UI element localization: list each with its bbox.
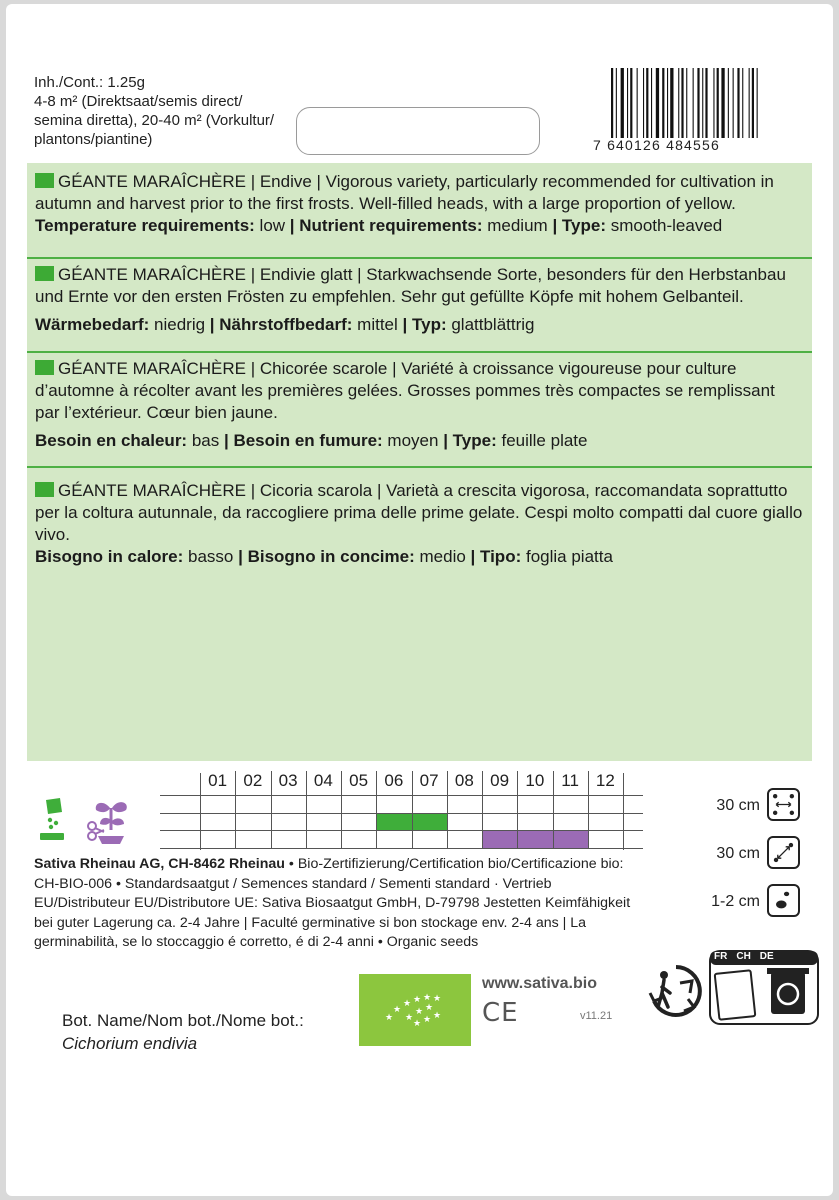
- req-value: smooth-leaved: [606, 216, 723, 235]
- green-square-icon: [35, 482, 54, 497]
- barcode-bar: [681, 68, 683, 138]
- plant-spacing-label: 30 cm: [716, 845, 760, 862]
- contents-line: semina diretta), 20-40 m² (Vorkultur/: [34, 112, 275, 129]
- divider: [27, 351, 812, 353]
- barcode-bar: [721, 68, 724, 138]
- calendar-gridline: [588, 771, 589, 848]
- calendar-gridline: [160, 795, 643, 796]
- req-value: feuille plate: [496, 431, 588, 450]
- eu-star: ★: [392, 1004, 402, 1014]
- barcode-bar: [717, 68, 719, 138]
- description-heading: GÉANTE MARAÎCHÈRE | Cicoria scarola | Varietà a crescita vigorosa, raccomandata soprattutto per la coltura autunnale, da raccogliere prima delle prime gelate. Cespi molto compatti dal cuore giallo vivo.: [35, 481, 803, 544]
- description-de: [27, 264, 812, 336]
- barcode-bar: [757, 68, 758, 138]
- packet-window: [296, 107, 540, 155]
- req-value: niedrig: [149, 315, 210, 334]
- eu-star: ★: [432, 1010, 442, 1020]
- barcode-bar: [693, 68, 694, 138]
- company-info: [34, 855, 634, 953]
- calendar-gridline: [517, 771, 518, 848]
- calendar-period-cell: [517, 830, 552, 848]
- sowing-icon: [38, 796, 82, 842]
- eu-star: ★: [422, 1014, 432, 1024]
- calendar-gridline: [412, 771, 413, 848]
- req-value: medium: [482, 216, 553, 235]
- barcode-bar: [728, 68, 729, 138]
- req-value: moyen: [382, 431, 444, 450]
- req-label: | Type:: [443, 431, 497, 450]
- month-label: 06: [384, 771, 404, 790]
- contents-line: Inh./Cont.: 1.25g: [34, 74, 145, 91]
- green-square-icon: [35, 173, 54, 188]
- country-fr: FR: [714, 951, 728, 962]
- month-label: 09: [490, 771, 510, 790]
- eu-star: ★: [424, 1002, 434, 1012]
- country-de: DE: [759, 951, 774, 962]
- row-spacing-icon: [767, 788, 800, 821]
- description-panel: [27, 163, 812, 761]
- barcode-bar: [713, 68, 714, 138]
- req-label: | Bisogno in concime:: [238, 547, 415, 566]
- description-heading: GÉANTE MARAÎCHÈRE | Endive | Vigorous variety, particularly recommended for cultivation in autumn and harvest prior to the first frosts. Well-filled heads, with a large proportion of yellow.: [35, 172, 774, 213]
- sowing-depth-label: 1-2 cm: [711, 893, 760, 910]
- eu-organic-logo: [359, 974, 471, 1046]
- barcode-bar: [637, 68, 638, 138]
- barcode-bar: [611, 68, 613, 138]
- row-spacing-label: 30 cm: [716, 797, 760, 814]
- barcode-bar: [630, 68, 632, 138]
- eu-star: ★: [432, 993, 442, 1003]
- botanical-label: Bot. Name/Nom bot./Nome bot.:: [62, 1011, 304, 1030]
- barcode-bar: [737, 68, 739, 138]
- calendar-gridline: [376, 771, 377, 848]
- contents-line: plantons/piantine): [34, 131, 153, 148]
- barcode-bar: [621, 68, 624, 138]
- calendar-period-cell: [376, 813, 411, 831]
- barcode-bar: [705, 68, 707, 138]
- barcode-bar: [651, 68, 652, 138]
- version-label: v11.21: [580, 1010, 613, 1022]
- description-heading: GÉANTE MARAÎCHÈRE | Chicorée scarole | Variété à croissance vigoureuse pour culture d’automne à récolter avant les premières gelées. Grosses pommes très compactes se remplissant par l’extérieur. Cœur bien jaune.: [35, 359, 775, 422]
- divider: [27, 466, 812, 468]
- country-ch: CH: [736, 951, 751, 962]
- barcode-bar: [616, 68, 617, 138]
- eu-star: ★: [412, 994, 422, 1004]
- req-value: mittel: [352, 315, 403, 334]
- botanical-name: [62, 1009, 304, 1055]
- month-label: 08: [454, 771, 474, 790]
- barcode-bar: [702, 68, 703, 138]
- barcode-bar: [656, 68, 659, 138]
- barcode-bar: [697, 68, 699, 138]
- barcode: [610, 68, 802, 138]
- eu-star: ★: [404, 1012, 414, 1022]
- contents-info: [34, 73, 274, 149]
- req-value: bas: [187, 431, 224, 450]
- ce-mark: CE: [482, 998, 519, 1028]
- contents-line: 4-8 m² (Direktsaat/semis direct/: [34, 93, 243, 110]
- sowing-depth-icon: [767, 884, 800, 917]
- month-label: 03: [278, 771, 298, 790]
- calendar-gridline: [271, 771, 272, 848]
- description-heading: GÉANTE MARAÎCHÈRE | Endivie glatt | Starkwachsende Sorte, besonders für den Herbstanbau und Ernte vor den ersten Frösten zu empfehlen. Sehr gut gefüllte Köpfe mit hohem Gelbanteil.: [35, 265, 786, 306]
- green-square-icon: [35, 360, 54, 375]
- botanical-species: Cichorium endivia: [62, 1034, 198, 1053]
- req-value: low: [254, 216, 290, 235]
- calendar-period-cell: [553, 830, 588, 848]
- calendar-period-cell: [412, 813, 447, 831]
- req-label: Bisogno in calore:: [35, 547, 184, 566]
- company-name: Sativa Rheinau AG, CH-8462 Rheinau: [34, 856, 285, 872]
- barcode-bar: [678, 68, 679, 138]
- req-label: Wärmebedarf:: [35, 315, 150, 334]
- req-label: | Nutrient requirements:: [289, 216, 483, 235]
- company-text: • Bio-Zertifizierung/Certification bio/Certificazione bio: CH-BIO-006 • Standardsaatgut / Semences standard / Sementi standard · Vertrieb EU/Distributeur EU/Distributore UE: Sativa Biosaatgut GmbH, D-79798 Jestetten Keimfähigkeit bei guter Lagerung ca. 2-4 Jahre | Faculté germinative si bon stockage env. 2-4 ans | La germinabilità, se lo stoccaggio é corretto, é di 2-4 anni • Organic seeds: [34, 856, 631, 950]
- triman-recycling-icon: [648, 963, 704, 1021]
- req-label: | Typ:: [402, 315, 447, 334]
- barcode-bar: [670, 68, 673, 138]
- eu-star: ★: [422, 992, 432, 1002]
- req-value: foglia piatta: [521, 547, 613, 566]
- website-link[interactable]: www.sativa.bio: [482, 975, 597, 992]
- month-label: 05: [349, 771, 369, 790]
- divider: [27, 257, 812, 259]
- calendar-gridline: [160, 848, 643, 849]
- calendar-gridline: [160, 830, 643, 831]
- barcode-bar: [686, 68, 687, 138]
- calendar-period-cell: [482, 830, 517, 848]
- calendar-gridline: [623, 773, 624, 850]
- req-value: medio: [414, 547, 471, 566]
- req-value: basso: [183, 547, 239, 566]
- month-label: 11: [561, 771, 579, 790]
- month-label: 01: [208, 771, 228, 790]
- month-label: 07: [419, 771, 439, 790]
- calendar-gridline: [447, 771, 448, 848]
- calendar-gridline: [200, 773, 201, 850]
- month-label: 10: [525, 771, 545, 790]
- barcode-bar: [627, 68, 628, 138]
- req-label: | Type:: [552, 216, 606, 235]
- barcode-bar: [643, 68, 644, 138]
- barcode-bar: [733, 68, 734, 138]
- req-label: Besoin en chaleur:: [35, 431, 188, 450]
- description-en: [27, 171, 812, 237]
- green-square-icon: [35, 266, 54, 281]
- req-label: | Besoin en fumure:: [223, 431, 383, 450]
- description-fr: [27, 358, 812, 452]
- planting-icon: [84, 796, 136, 848]
- barcode-bar: [752, 68, 754, 138]
- eu-star: ★: [384, 1012, 394, 1022]
- barcode-number: 7 640126 484556: [593, 137, 720, 153]
- description-it: [27, 480, 812, 568]
- calendar-gridline: [482, 771, 483, 848]
- barcode-bar: [742, 68, 743, 138]
- req-label: | Nährstoffbedarf:: [209, 315, 353, 334]
- eu-star: ★: [412, 1018, 422, 1028]
- eu-star: ★: [414, 1006, 424, 1016]
- barcode-bar: [646, 68, 648, 138]
- month-label: 02: [243, 771, 263, 790]
- month-label: 12: [595, 771, 615, 790]
- req-value: glattblättrig: [446, 315, 535, 334]
- calendar-gridline: [553, 771, 554, 848]
- calendar-gridline: [235, 771, 236, 848]
- barcode-bar: [662, 68, 664, 138]
- recycling-countries: [714, 951, 814, 962]
- barcode-bar: [749, 68, 750, 138]
- calendar-gridline: [160, 813, 643, 814]
- req-label: | Tipo:: [470, 547, 522, 566]
- plant-spacing-icon: [767, 836, 800, 869]
- barcode-bar: [667, 68, 668, 138]
- calendar-gridline: [306, 771, 307, 848]
- eu-star: ★: [402, 998, 412, 1008]
- month-label: 04: [313, 771, 333, 790]
- calendar-gridline: [341, 771, 342, 848]
- req-label: Temperature requirements:: [35, 216, 255, 235]
